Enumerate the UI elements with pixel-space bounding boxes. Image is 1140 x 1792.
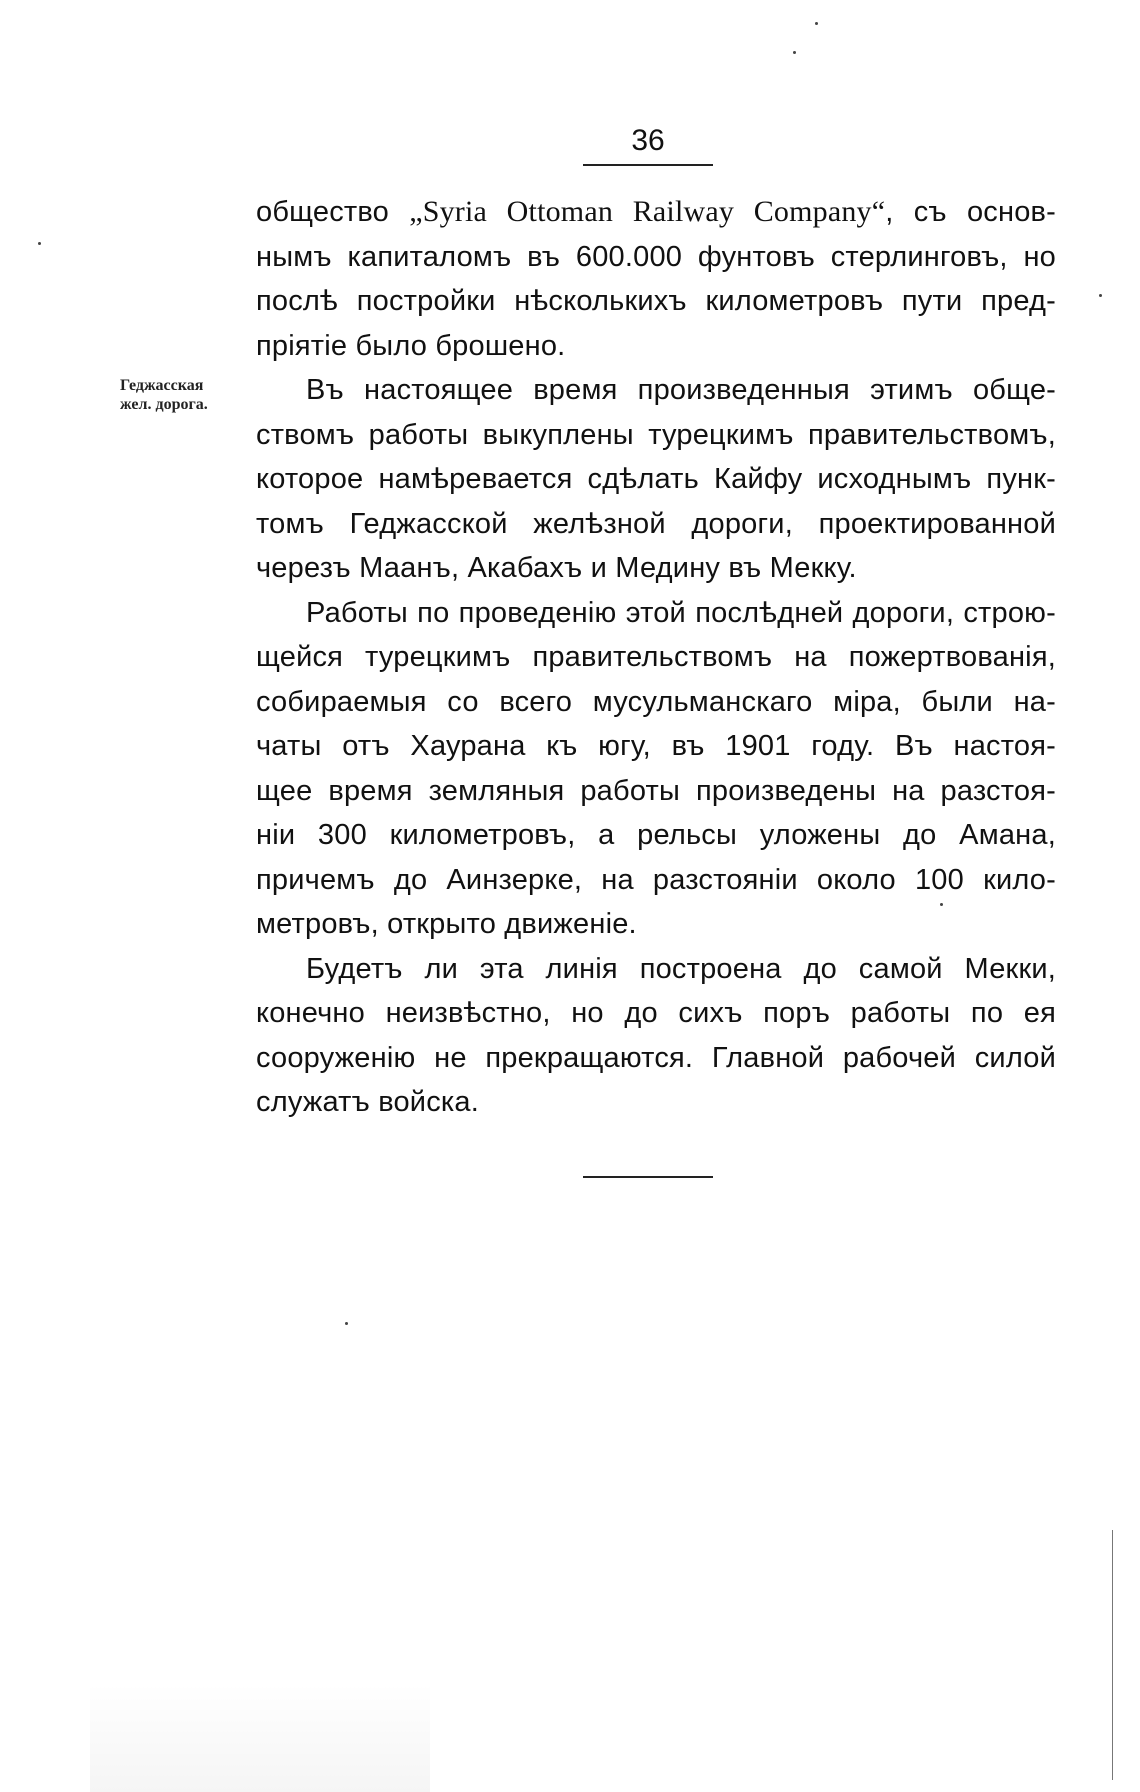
text-line: послѣ постройки нѣсколькихъ километровъ пути пред-	[256, 285, 1056, 317]
text-line: сооруженію не прекращаются. Главной рабочей силой	[256, 1041, 1056, 1074]
text-line: которое намѣревается сдѣлать Кайфу исходнымъ пунк-	[256, 463, 1056, 495]
text-line: Работы по проведенію этой послѣдней дороги, строю-	[306, 596, 1056, 629]
text-line: служатъ войска.	[256, 1086, 480, 1118]
scan-shadow	[90, 1682, 430, 1792]
company-name: „Syria Ottoman Railway Company“	[409, 195, 886, 228]
text-line: причемъ до Аинзерке, на разстояніи около 100 кило-	[256, 863, 1056, 896]
text-line: щее время земляныя работы произведены на разстоя-	[256, 774, 1056, 807]
text-line: Будетъ ли эта линія построена до самой Мекки,	[306, 952, 1056, 985]
scan-speck	[940, 903, 943, 906]
margin-note-line: жел. дорога.	[120, 396, 208, 413]
text-line: нымъ капиталомъ въ 600.000 фунтовъ стерлинговъ, но	[256, 240, 1056, 273]
paragraph	[256, 947, 1056, 1125]
paragraph	[256, 591, 1056, 947]
text-line: ніи 300 километровъ, а рельсы уложены до Амана,	[256, 819, 1056, 851]
text-line: томъ Геджасской желѣзной дороги, проектированной	[256, 507, 1056, 540]
text-line: метровъ, открыто движеніе.	[256, 908, 637, 940]
margin-note	[120, 376, 260, 414]
scan-speck	[815, 22, 818, 25]
text-line: черезъ Маанъ, Акабахъ и Медину въ Мекку.	[256, 552, 857, 584]
text-line: конечно неизвѣстно, но до сихъ поръ работы по ея	[256, 997, 1056, 1029]
margin-note-line: Геджасская	[120, 377, 204, 394]
scan-speck	[38, 242, 41, 245]
text-line	[256, 190, 1056, 235]
text-span: общество	[256, 196, 410, 228]
scan-speck	[1099, 294, 1102, 297]
body-text	[256, 190, 1056, 1125]
page-number: 36	[583, 122, 713, 166]
text-span: , съ основ-	[885, 196, 1056, 228]
text-line: Въ настоящее время произведенныя этимъ обще-	[306, 374, 1056, 406]
end-rule	[583, 1176, 713, 1178]
scan-speck	[345, 1322, 348, 1325]
text-line: пріятіе было брошено.	[256, 329, 566, 362]
text-line: ствомъ работы выкуплены турецкимъ правительствомъ,	[256, 418, 1056, 451]
paragraph	[256, 368, 1056, 591]
text-line: чаты отъ Хаурана къ югу, въ 1901 году. Въ настоя-	[256, 730, 1056, 762]
text-line: щейся турецкимъ правительствомъ на пожертвованія,	[256, 641, 1056, 673]
text-line: собираемыя со всего мусульманскаго міра, были на-	[256, 685, 1056, 718]
scan-speck	[793, 51, 796, 54]
paragraph	[256, 190, 1056, 368]
scan-edge-line	[1112, 1530, 1113, 1780]
